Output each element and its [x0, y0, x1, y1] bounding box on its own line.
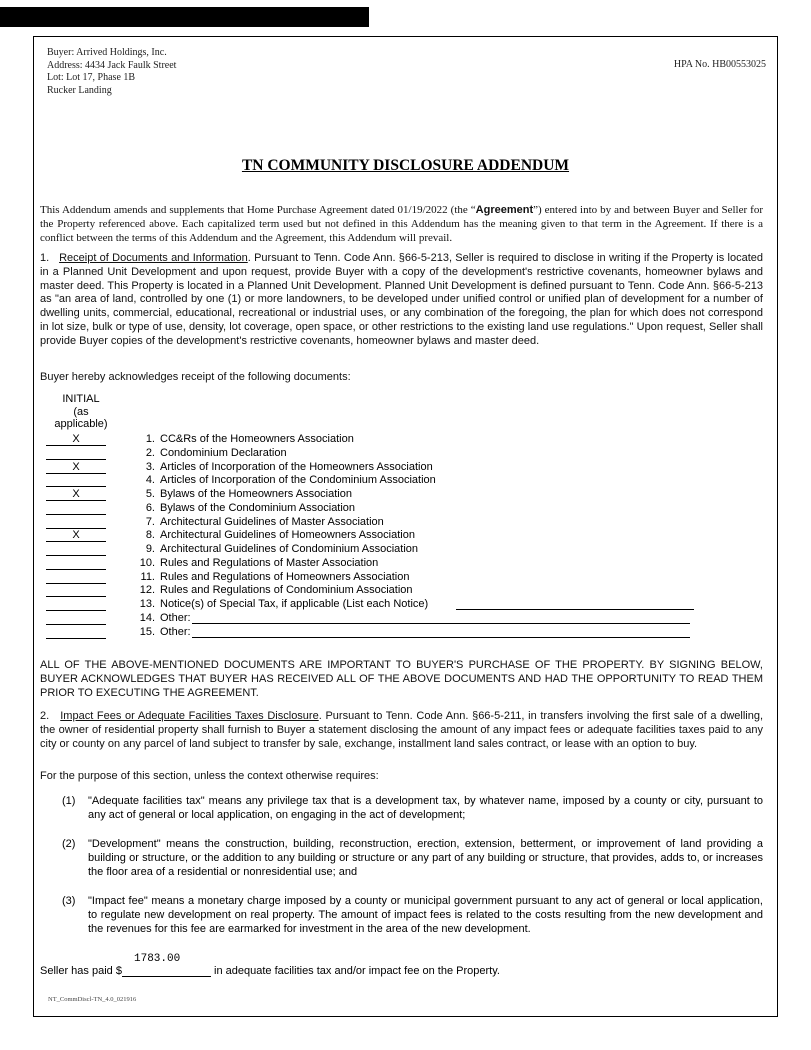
document-label: Rules and Regulations of Homeowners Association	[160, 570, 410, 583]
document-number: 14.	[139, 611, 155, 624]
document-row	[44, 447, 764, 461]
agreement-term: Agreement	[475, 204, 534, 216]
document-number: 2.	[145, 446, 155, 459]
document-fill-line[interactable]	[192, 612, 690, 624]
redaction-bar	[0, 7, 369, 27]
document-row	[44, 571, 764, 585]
document-label: Articles of Incorporation of the Homeowners Association	[160, 460, 433, 473]
initial-field[interactable]: X	[46, 433, 106, 446]
document-number: 11.	[140, 570, 155, 583]
document-title: TN COMMUNITY DISCLOSURE ADDENDUM	[241, 157, 570, 174]
definition-item	[62, 837, 763, 879]
initial-field[interactable]	[46, 543, 106, 556]
document-number: 5.	[145, 488, 155, 500]
section-1-body: . Pursuant to Tenn. Code Ann. §66-5-213, Seller is required to disclose in writing if the Property is located in a Planned Unit Development and upon request, provide Buyer with a copy of the development's restrictive covenants, homeowner bylaws and master deed. This Property is located in a Planned Unit Development. Planned Unit Development is defined pursuant to Tenn. Code Ann. §66-5-213 as "an area of land, controlled by one (1) or more landowners, to be developed under unified control or unified plan of development for a number of dwelling units, commercial, educational, recreational or industrial uses, or any combination of the foregoing, the plan for which does not correspond in lot size, bulk or type of use, density, lot coverage, open space, or other restrictions to the existing land use regulations." Upon request, Seller shall provide Buyer copies of the development's restrictive covenants, homeowner bylaws and master deed.	[40, 252, 764, 347]
document-number: 8.	[145, 529, 155, 542]
section-2-heading: Impact Fees or Adequate Facilities Taxes Disclosure	[60, 710, 319, 722]
document-number: 3.	[145, 460, 155, 473]
document-fill-line[interactable]	[192, 626, 690, 638]
initial-field[interactable]	[46, 502, 106, 515]
document-row	[44, 557, 764, 571]
document-label: Other:	[160, 611, 191, 624]
initial-field[interactable]	[46, 571, 106, 584]
intro-text-1: This Addendum amends and supplements that Home Purchase Agreement dated 01/19/2022 (the “	[40, 204, 476, 216]
document-row	[44, 461, 764, 475]
document-number: 13.	[139, 598, 155, 610]
document-row	[44, 543, 764, 557]
definition-text: "Impact fee" means a monetary charge imposed by a county or municipal government pursuant to any act of general or local application, to regulate new development on real property. The amount of impact fees is related to the costs resulting from the new development and the revenues for this fee are earmarked for investment in the area of the new development.	[88, 895, 763, 935]
initial-field[interactable]	[46, 516, 106, 529]
document-row	[44, 612, 764, 626]
document-number: 12.	[139, 584, 155, 597]
initial-field[interactable]: X	[46, 529, 106, 542]
definition-text: "Adequate facilities tax" means any privilege tax that is a development tax, by whatever name, imposed by a county or city, pursuant to any act of general or local application, on engaging in the act of development;	[88, 795, 763, 821]
section-1	[40, 252, 763, 349]
initial-field[interactable]	[46, 626, 106, 639]
definition-item	[62, 894, 763, 936]
document-label: Other:	[160, 625, 191, 638]
initial-field[interactable]	[46, 557, 106, 570]
document-label: Architectural Guidelines of Condominium Association	[160, 543, 419, 555]
document-label: Rules and Regulations of Master Association	[160, 556, 379, 569]
intro-paragraph	[40, 203, 763, 245]
document-label: Rules and Regulations of Condominium Association	[160, 584, 413, 597]
document-number: 9.	[145, 543, 155, 555]
acknowledgement-text: Buyer hereby acknowledges receipt of the following documents:	[40, 371, 351, 383]
document-number: 7.	[145, 515, 155, 528]
section-2-number: 2.	[40, 710, 50, 722]
seller-paid-line	[40, 965, 500, 977]
definition-number: (2)	[62, 838, 76, 850]
initial-header-line-1: INITIAL	[62, 393, 100, 405]
caps-notice: ALL OF THE ABOVE-MENTIONED DOCUMENTS ARE IMPORTANT TO BUYER'S PURCHASE OF THE PROPERTY. BY SIGNING BELOW, BUYER ACKNOWLEDGES THAT BUYER HAS RECEIVED ALL OF THE ABOVE DOCUMENTS AND HAD THE OPPORTUNITY TO READ THEM PRIOR TO EXECUTING THE AGREEMENT.	[40, 659, 763, 699]
buyer-name: Buyer: Arrived Holdings, Inc.	[47, 47, 167, 58]
header-block	[47, 47, 176, 97]
document-label: Bylaws of the Condominium Association	[160, 501, 356, 514]
document-number: 10.	[139, 556, 155, 569]
document-number: 4.	[145, 474, 155, 487]
initial-header-line-3: applicable)	[54, 418, 108, 430]
section-1-number: 1.	[40, 252, 50, 264]
lot-info: Lot: Lot 17, Phase 1B	[47, 72, 136, 83]
definition-number: (3)	[62, 895, 76, 907]
document-label: Condominium Declaration	[160, 446, 287, 459]
document-label: Bylaws of the Homeowners Association	[160, 488, 352, 500]
section-1-heading: Receipt of Documents and Information	[59, 252, 248, 264]
initial-column-header	[44, 393, 118, 431]
document-row	[44, 584, 764, 598]
initial-field[interactable]	[46, 584, 106, 597]
definition-text: "Development" means the construction, building, reconstruction, erection, extension, betterment, or improvement of land providing a building or structure, or the addition to any building or structure or any part of any building or structure, that provides, adds to, or increases the floor area of a residential or nonresidential use; and	[88, 838, 763, 878]
initial-field[interactable]: X	[46, 461, 106, 474]
intro-text-2: ”) entered into by and between Buyer and Seller for the Property referenced above. Each capitalized term used but not defined in this Addendum has the meaning given to that term in the Agreement. If there is a conflict between the terms of this Addendum and the Agreement, this Addendum will prevail.	[40, 204, 763, 244]
hpa-number: HPA No. HB00553025	[673, 59, 766, 70]
initial-header-line-2: (as	[73, 405, 89, 418]
form-footer-code: NT_CommDiscl-TN_4.0_021916	[48, 996, 137, 1003]
seller-paid-amount[interactable]: 1783.00	[134, 953, 181, 965]
document-row	[44, 626, 764, 640]
document-row	[44, 474, 764, 488]
definition-number: (1)	[62, 795, 76, 807]
initial-field[interactable]	[46, 447, 106, 460]
document-label: Articles of Incorporation of the Condominium Association	[160, 474, 436, 487]
initial-field[interactable]	[46, 474, 106, 487]
seller-paid-blank	[122, 965, 211, 977]
initial-field[interactable]: X	[46, 488, 106, 501]
document-label: Notice(s) of Special Tax, if applicable (List each Notice)	[160, 598, 429, 610]
document-row	[44, 529, 764, 543]
document-label: Architectural Guidelines of Master Association	[160, 515, 384, 528]
document-row	[44, 516, 764, 530]
seller-paid-suffix: in adequate facilities tax and/or impact fee on the Property.	[210, 965, 500, 977]
document-row	[44, 598, 764, 612]
document-row	[44, 502, 764, 516]
initial-field[interactable]	[46, 612, 106, 625]
seller-paid-prefix: Seller has paid $	[40, 965, 122, 977]
initial-field[interactable]	[46, 598, 106, 611]
section-2-body: . Pursuant to Tenn. Code Ann. §66-5-211, in transfers involving the first sale of a dwelling, the owner of residential property shall furnish to Buyer a statement disclosing the amount of any impact fees or adequate facilities taxes paid to any city or county on any parcel of land subject to transfer by sale, exchange, installment land sales contract, or lease with an option to buy.	[40, 710, 764, 750]
community-name: Rucker Landing	[47, 84, 112, 96]
definition-item	[62, 794, 763, 822]
document-number: 6.	[145, 501, 155, 514]
document-number: 15.	[139, 625, 155, 638]
section-2	[40, 709, 763, 751]
document-label: CC&Rs of the Homeowners Association	[160, 433, 354, 445]
document-label: Architectural Guidelines of Homeowners Association	[160, 529, 415, 542]
property-address: Address: 4434 Jack Faulk Street	[47, 59, 177, 71]
document-row	[44, 488, 764, 502]
document-fill-line[interactable]	[456, 598, 694, 610]
document-number: 1.	[145, 433, 155, 445]
document-row	[44, 433, 764, 447]
purpose-text: For the purpose of this section, unless the context otherwise requires:	[40, 770, 379, 782]
